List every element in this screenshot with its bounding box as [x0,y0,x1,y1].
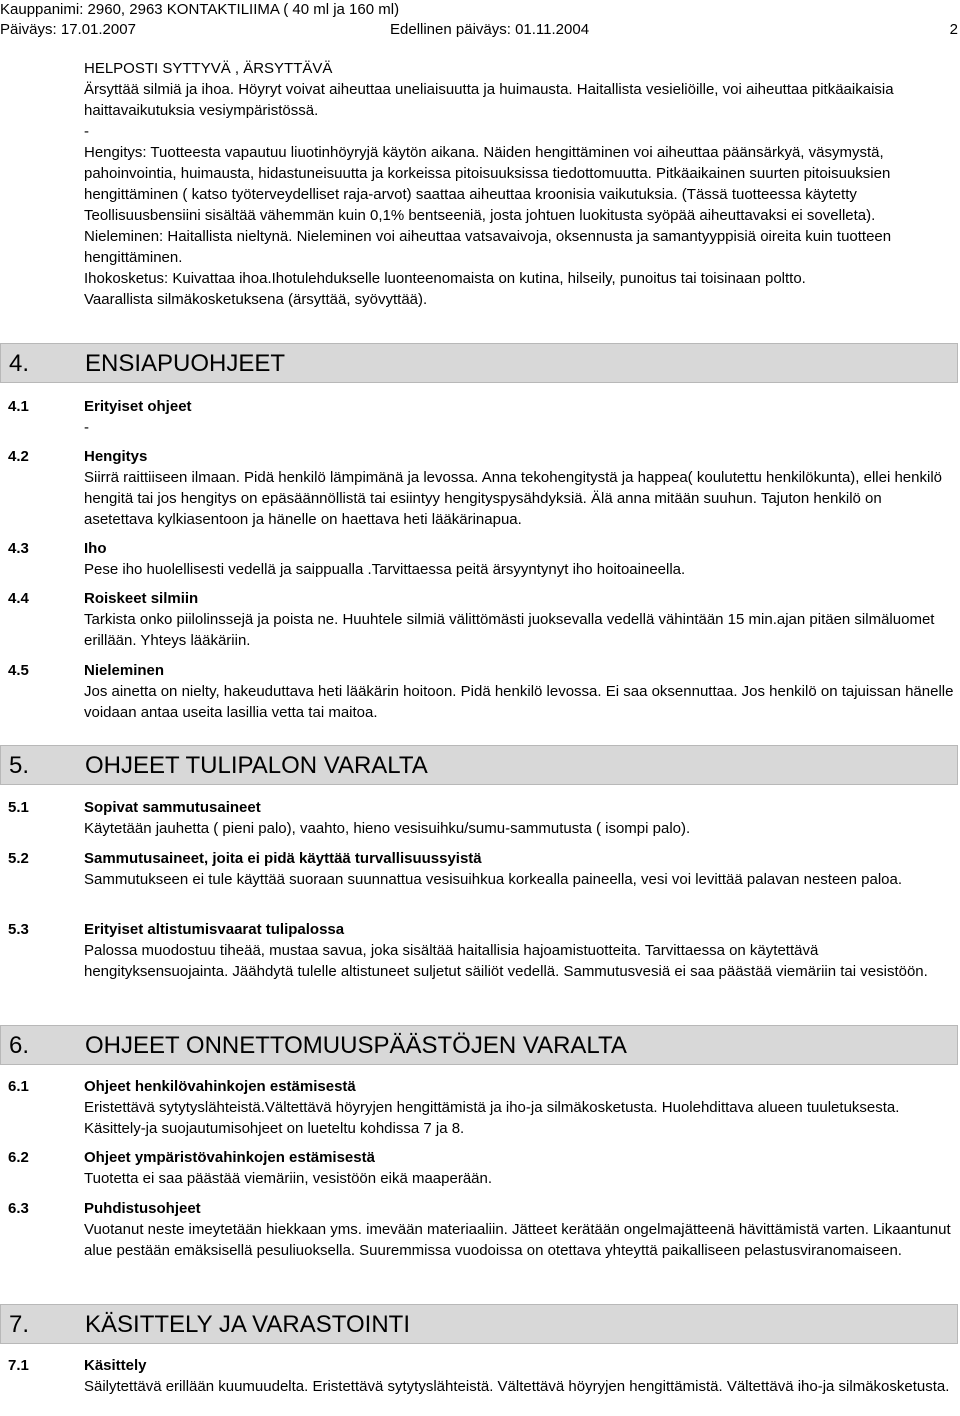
subsection-5-2 [0,848,955,890]
subsection-number: 4.5 [8,662,29,679]
section-4-header [0,343,958,383]
subsection-4-5 [0,660,955,723]
subsection-number: 6.1 [8,1078,29,1095]
ingestion-text: Nieleminen: Haitallista nieltynä. Nieleminen voi aiheuttaa vatsavaivoja, oksennusta ja samantyyppisiä oireita kuin tuotteen hengittäminen. [84,228,892,266]
health-hazards-text [84,58,952,310]
subsection-number: 4.3 [8,540,29,557]
previous-date: Edellinen päiväys: 01.11.2004 [390,21,590,38]
inhalation-text: Hengitys: Tuotteesta vapautuu liuotinhöyryjä käytön aikana. Näiden hengittäminen voi aiheuttaa päänsärkyä, väsymystä, pahoinvointia, huimausta, hidastuneisuutta ja korkeissa pitoisuuksissa tiedottomuutta. Pitkäaikainen suurten pitoisuuksien hengittäminen ( katso työterveydelliset raja-arvot) saattaa aiheuttaa kroonisia vaikutuksia. (Tässä tuotteessa käytetty Teollisuusbensiini sisältää vähemmän kuin 0,1% bentseeniä, josta johtuen luokitusta syöpää aiheuttavaksi ei sovelleta). [84,144,891,224]
section-number: 7. [9,1311,30,1338]
subsection-number: 7.1 [8,1357,29,1374]
subsection-number: 4.2 [8,448,29,465]
subsection-title: Hengitys [84,448,148,465]
skin-contact-text: Ihokosketus: Kuivattaa ihoa.Ihotulehdukselle luonteenomaista on kutina, hilseily, punoitus tai toisinaan poltto. [84,270,806,287]
subsection-text: Käytetään jauhetta ( pieni palo), vaahto, hieno vesisuihku/sumu-sammutusta ( isompi palo). [84,820,691,837]
eye-contact-text: Vaarallista silmäkosketuksena (ärsyttää, syövyttää). [84,291,428,308]
subsection-text: - [84,419,89,436]
subsection-title: Erityiset altistumisvaarat tulipalossa [84,921,345,938]
hazard-classification: HELPOSTI SYTTYVÄ , ÄRSYTTÄVÄ [84,60,333,77]
subsection-text: Jos ainetta on nielty, hakeuduttava heti lääkärin hoitoon. Pidä henkilö levossa. Ei saa oksennuttaa. Jos henkilö on tajuissan hänelle voidaan antaa useita lasillia vetta tai maitoa. [84,683,954,721]
subsection-number: 5.2 [8,850,29,867]
subsection-title: Nieleminen [84,662,165,679]
dash-line: - [84,123,89,140]
subsection-text: Tuotetta ei saa päästää viemäriin, vesistöön eikä maaperään. [84,1170,493,1187]
section-title: KÄSITTELY JA VARASTOINTI [85,1311,410,1338]
section-title: OHJEET ONNETTOMUUSPÄÄSTÖJEN VARALTA [85,1032,627,1059]
subsection-text: Säilytettävä erillään kuumuudelta. Eristettävä sytytyslähteistä. Vältettävä höyryjen hengittämistä. Vältettävä iho-ja silmäkosketusta. [84,1378,950,1395]
subsection-text: Pese iho huolellisesti vedellä ja saippualla .Tarvittaessa peitä ärsyyntynyt iho hoitoaineella. [84,561,686,578]
subsection-number: 4.1 [8,398,29,415]
subsection-title: Ohjeet henkilövahinkojen estämisestä [84,1078,356,1095]
page-number: 2 [949,21,958,38]
section-6-header [0,1025,958,1065]
subsection-title: Roiskeet silmiin [84,590,199,607]
subsection-text: Tarkista onko piilolinssejä ja poista ne. Huuhtele silmiä välittömästi juoksevalla vedellä vähintään 15 min.ajan pitäen silmäluomet erillään. Yhteys lääkäriin. [84,611,935,649]
subsection-5-1 [0,797,955,839]
subsection-number: 6.2 [8,1149,29,1166]
subsection-text: Vuotanut neste imeytetään hiekkaan yms. imevään materiaaliin. Jätteet kerätään ongelmajätteenä hävittämistä varten. Likaantunut alue pestään emäksisellä pesuliuoksella. Suuremmissa vuodoissa on otettava yhteyttä paikalliseen pelastusviranomaiseen. [84,1221,951,1259]
subsection-title: Iho [84,540,107,557]
subsection-text: Eristettävä sytytyslähteistä.Vältettävä höyryjen hengittämistä ja iho-ja silmäkosketusta. Huolehdittava alueen tuuletuksesta. Käsittely-ja suojautumisohjeet on lueteltu kohdissa 7 ja 8. [84,1099,900,1137]
subsection-4-2 [0,446,955,530]
subsection-6-1 [0,1076,955,1139]
section-7-header [0,1304,958,1344]
subsection-text: Palossa muodostuu tiheää, mustaa savua, joka sisältää haitallisia hajoamistuotteita. Tarvittaessa on käytettävä hengityksensuojainta. Jäähdytä tulelle altistuneet suljetut säiliöt vedellä. Sammutusvesiä ei saa päästää viemäriin tai vesistöön. [84,942,928,980]
subsection-6-3 [0,1198,955,1261]
subsection-7-1 [0,1355,955,1397]
subsection-number: 5.3 [8,921,29,938]
subsection-title: Ohjeet ympäristövahinkojen estämisestä [84,1149,375,1166]
section-number: 6. [9,1032,30,1059]
section-title: OHJEET TULIPALON VARALTA [85,752,428,779]
section-number: 4. [9,350,30,377]
section-title: ENSIAPUOHJEET [85,350,286,377]
subsection-5-3 [0,919,955,982]
subsection-4-4 [0,588,955,651]
subsection-number: 4.4 [8,590,29,607]
hazard-summary: Ärsyttää silmiä ja ihoa. Höyryt voivat aiheuttaa uneliaisuutta ja huimausta. Haitallista vesieliöille, voi aiheuttaa pitkäaikaisia haittavaikutuksia vesiympäristössä. [84,81,894,119]
section-number: 5. [9,752,30,779]
product-name: Kauppanimi: 2960, 2963 KONTAKTILIIMA ( 40 ml ja 160 ml) [0,1,400,18]
subsection-title: Sopivat sammutusaineet [84,799,261,816]
subsection-6-2 [0,1147,955,1189]
subsection-4-1 [0,396,955,438]
subsection-number: 6.3 [8,1200,29,1217]
subsection-text: Sammutukseen ei tule käyttää suoraan suunnattua vesisuihkua korkealla paineella, vesi voi levittää palavan nesteen paloa. [84,871,903,888]
subsection-4-3 [0,538,955,580]
document-date: Päiväys: 17.01.2007 [0,21,136,38]
subsection-title: Erityiset ohjeet [84,398,192,415]
section-5-header [0,745,958,785]
subsection-title: Sammutusaineet, joita ei pidä käyttää turvallisuussyistä [84,850,482,867]
subsection-number: 5.1 [8,799,29,816]
subsection-title: Puhdistusohjeet [84,1200,201,1217]
subsection-title: Käsittely [84,1357,147,1374]
subsection-text: Siirrä raittiiseen ilmaan. Pidä henkilö lämpimänä ja levossa. Anna tekohengitystä ja happea( koulutettu henkilökunta), ellei henkilö hengitä tai jos hengitys on epäsäännöllistä tai esiintyy hengityspysähdyksiä. Älä anna mitään suuhun. Tajuton henkilö on asetettava kylkiasentoon ja hänelle on haettava heti lääkärinapua. [84,469,943,528]
